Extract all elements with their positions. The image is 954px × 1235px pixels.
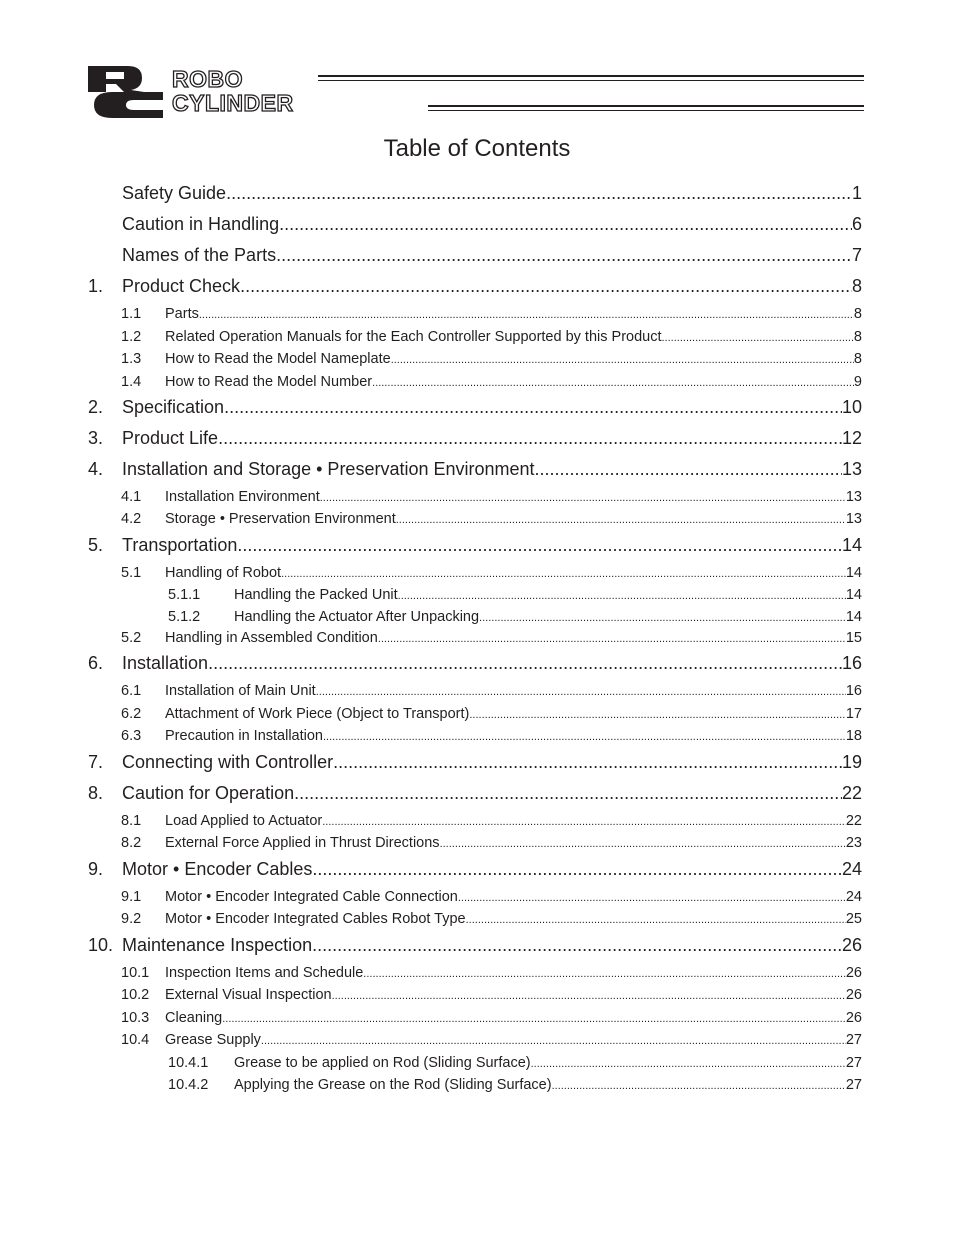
toc-entry-number: 5.1.2 — [168, 609, 201, 625]
toc-dot-leader — [372, 377, 854, 389]
toc-entry-number: 7. — [88, 752, 104, 772]
toc-dot-leader — [226, 183, 852, 204]
toc-entry-number: 1.1 — [121, 306, 142, 322]
toc-entry-title: Names of the Parts — [122, 245, 277, 265]
toc-entry-number: 9. — [88, 859, 104, 879]
toc-entry-level-2[interactable] — [88, 511, 862, 527]
toc-entry-page: 24 — [841, 859, 862, 879]
toc-entry-title: Handling of Robot — [165, 565, 282, 581]
toc-entry-level-2[interactable] — [88, 351, 862, 367]
toc-entry-title: Caution in Handling — [122, 214, 280, 234]
toc-entry-number: 1.2 — [121, 329, 142, 345]
toc-entry-level-2[interactable] — [88, 987, 862, 1003]
toc-dot-leader — [332, 990, 846, 1002]
header-rule-bottom — [428, 105, 864, 107]
toc-entry-title: Installation Environment — [165, 489, 320, 505]
toc-entry-level-2[interactable] — [88, 1032, 862, 1048]
toc-entry-title: Precaution in Installation — [165, 728, 323, 744]
toc-entry-title: Related Operation Manuals for the Each Controller Supported by this Product — [165, 329, 662, 345]
toc-entry-page: 26 — [845, 1010, 862, 1026]
toc-entry-title: Product Life — [122, 428, 219, 448]
toc-entry-page: 14 — [845, 565, 862, 581]
toc-entry-level-2[interactable] — [88, 683, 862, 699]
toc-dot-leader — [224, 397, 842, 418]
toc-entry-level-2[interactable] — [88, 565, 862, 581]
toc-entry-level-2[interactable] — [88, 306, 862, 322]
toc-entry-page: 7 — [851, 245, 862, 265]
toc-dot-leader — [469, 709, 846, 721]
toc-entry-level-2[interactable] — [88, 706, 862, 722]
toc-entry-page: 1 — [851, 183, 862, 203]
toc-dot-leader — [208, 653, 842, 674]
toc-dot-leader — [466, 914, 846, 926]
toc-entry-level-3[interactable] — [88, 609, 862, 625]
toc-dot-leader — [276, 245, 852, 266]
toc-entry-number: 2. — [88, 397, 104, 417]
toc-entry-page: 19 — [841, 752, 862, 772]
toc-entry-page: 26 — [845, 987, 862, 1003]
toc-dot-leader — [440, 838, 846, 850]
toc-dot-leader — [396, 514, 846, 526]
toc-entry-page: 16 — [841, 653, 862, 673]
toc-entry-page: 22 — [841, 783, 862, 803]
toc-entry-level-2[interactable] — [88, 489, 862, 505]
toc-dot-leader — [279, 214, 852, 235]
toc-entry-number: 10. — [88, 935, 114, 955]
toc-entry-title: Transportation — [122, 535, 238, 555]
toc-dot-leader — [261, 1035, 846, 1047]
toc-entry-title: Grease to be applied on Rod (Sliding Surface) — [234, 1055, 531, 1071]
toc-entry-page: 18 — [845, 728, 862, 744]
toc-entry-level-2[interactable] — [88, 965, 862, 981]
toc-entry-page: 13 — [845, 489, 862, 505]
toc-entry-level-2[interactable] — [88, 911, 862, 927]
header-rule-top-2 — [318, 80, 864, 81]
brand-line-1: ROBO — [172, 66, 243, 92]
toc-dot-leader — [363, 968, 846, 980]
toc-entry-page: 14 — [845, 609, 862, 625]
toc-entry-number: 8. — [88, 783, 104, 803]
toc-entry-page: 8 — [853, 329, 862, 345]
toc-entry-number: 9.2 — [121, 911, 142, 927]
toc-entry-level-3[interactable] — [88, 587, 862, 603]
toc-entry-level-1[interactable] — [88, 935, 862, 956]
toc-entry-title: External Force Applied in Thrust Directions — [165, 835, 440, 851]
toc-dot-leader — [312, 935, 842, 956]
toc-entry-level-2[interactable] — [88, 374, 862, 390]
toc-dot-leader — [322, 816, 846, 828]
toc-entry-page: 15 — [845, 630, 862, 646]
toc-entry-level-1[interactable] — [88, 397, 862, 418]
toc-entry-title: Cleaning — [165, 1010, 223, 1026]
toc-entry-number: 10.4.1 — [168, 1055, 209, 1071]
toc-dot-leader — [531, 1058, 846, 1070]
toc-entry-number: 10.2 — [121, 987, 150, 1003]
toc-entry-page: 10 — [841, 397, 862, 417]
toc-entry-number: 10.1 — [121, 965, 150, 981]
toc-entry-page: 8 — [853, 351, 862, 367]
toc-dot-leader — [237, 535, 842, 556]
toc-entry-page: 23 — [845, 835, 862, 851]
toc-dot-leader — [391, 354, 854, 366]
toc-entry-level-2[interactable] — [88, 1010, 862, 1026]
toc-entry-title: Attachment of Work Piece (Object to Transport) — [165, 706, 470, 722]
toc-entry-level-1[interactable] — [88, 214, 862, 235]
toc-entry-page: 27 — [845, 1077, 862, 1093]
toc-entry-level-2[interactable] — [88, 329, 862, 345]
toc-entry-level-1[interactable] — [88, 428, 862, 449]
toc-entry-level-2[interactable] — [88, 835, 862, 851]
toc-entry-title: Motor • Encoder Cables — [122, 859, 313, 879]
toc-entry-title: Parts — [165, 306, 199, 322]
toc-entry-number: 8.2 — [121, 835, 142, 851]
toc-entry-level-1[interactable] — [88, 783, 862, 804]
toc-entry-level-1[interactable] — [88, 535, 862, 556]
toc-entry-number: 4. — [88, 459, 104, 479]
toc-entry-title: Motor • Encoder Integrated Cables Robot Type — [165, 911, 466, 927]
toc-dot-leader — [316, 686, 846, 698]
toc-entry-title: Specification — [122, 397, 225, 417]
toc-entry-page: 27 — [845, 1055, 862, 1071]
toc-dot-leader — [294, 783, 842, 804]
toc-entry-title: How to Read the Model Nameplate — [165, 351, 391, 367]
toc-entry-number: 1. — [88, 276, 104, 296]
toc-entry-title: Installation — [122, 653, 209, 673]
toc-entry-number: 5. — [88, 535, 104, 555]
toc-entry-page: 14 — [841, 535, 862, 555]
toc-entry-page: 13 — [841, 459, 862, 479]
toc-dot-leader — [333, 752, 842, 773]
toc-entry-title: Safety Guide — [122, 183, 227, 203]
toc-entry-title: Installation of Main Unit — [165, 683, 316, 699]
toc-entry-level-2[interactable] — [88, 630, 862, 646]
toc-dot-leader — [240, 276, 852, 297]
toc-entry-page: 8 — [851, 276, 862, 296]
toc-entry-title: Motor • Encoder Integrated Cable Connection — [165, 889, 458, 905]
toc-entry-page: 8 — [853, 306, 862, 322]
toc-entry-title: Applying the Grease on the Rod (Sliding Surface) — [234, 1077, 552, 1093]
toc-dot-leader — [662, 332, 854, 344]
toc-entry-number: 6. — [88, 653, 104, 673]
toc-entry-number: 6.1 — [121, 683, 142, 699]
toc-entry-level-1[interactable] — [88, 859, 862, 880]
toc-entry-title: Handling the Actuator After Unpacking — [234, 609, 480, 625]
toc-entry-level-1[interactable] — [88, 752, 862, 773]
toc-entry-title: Connecting with Controller — [122, 752, 334, 772]
toc-entry-title: Handling in Assembled Condition — [165, 630, 378, 646]
toc-dot-leader — [479, 612, 846, 624]
toc-entry-number: 10.4.2 — [168, 1077, 209, 1093]
toc-entry-title: External Visual Inspection — [165, 987, 332, 1003]
toc-entry-page: 25 — [845, 911, 862, 927]
toc-entry-level-3[interactable] — [88, 1055, 862, 1071]
toc-entry-page: 14 — [845, 587, 862, 603]
toc-dot-leader — [222, 1013, 846, 1025]
toc-dot-leader — [199, 309, 854, 321]
toc-entry-level-2[interactable] — [88, 728, 862, 744]
toc-entry-page: 9 — [853, 374, 862, 390]
toc-entry-number: 10.4 — [121, 1032, 150, 1048]
toc-entry-page: 26 — [845, 965, 862, 981]
toc-entry-level-1[interactable] — [88, 459, 862, 480]
toc-entry-page: 22 — [845, 813, 862, 829]
toc-entry-number: 3. — [88, 428, 104, 448]
toc-entry-number: 4.2 — [121, 511, 142, 527]
toc-entry-number: 10.3 — [121, 1010, 150, 1026]
toc-entry-page: 17 — [845, 706, 862, 722]
header-rule-top — [318, 75, 864, 77]
toc-entry-title: Grease Supply — [165, 1032, 261, 1048]
toc-entry-number: 5.1.1 — [168, 587, 201, 603]
toc-entry-number: 4.1 — [121, 489, 142, 505]
toc-entry-title: How to Read the Model Number — [165, 374, 373, 390]
toc-entry-number: 1.3 — [121, 351, 142, 367]
header-rule-bottom-2 — [428, 110, 864, 111]
toc-entry-level-1[interactable] — [88, 653, 862, 674]
toc-entry-level-3[interactable] — [88, 1077, 862, 1093]
toc-dot-leader — [552, 1080, 846, 1092]
toc-entry-number: 6.3 — [121, 728, 142, 744]
toc-entry-level-2[interactable] — [88, 813, 862, 829]
toc-entry-level-2[interactable] — [88, 889, 862, 905]
toc-entry-number: 8.1 — [121, 813, 142, 829]
toc-entry-page: 6 — [851, 214, 862, 234]
toc-entry-title: Inspection Items and Schedule — [165, 965, 364, 981]
toc-entry-title: Storage • Preservation Environment — [165, 511, 396, 527]
toc-entry-level-1[interactable] — [88, 245, 862, 266]
rc-logo-icon — [88, 66, 163, 118]
toc-dot-leader — [218, 428, 842, 449]
brand-line-2: CYLINDER — [172, 90, 294, 116]
toc-entry-title: Load Applied to Actuator — [165, 813, 323, 829]
toc-entry-number: 9.1 — [121, 889, 142, 905]
toc-entry-number: 5.1 — [121, 565, 142, 581]
toc-entry-number: 1.4 — [121, 374, 142, 390]
toc-entry-page: 12 — [841, 428, 862, 448]
toc-entry-page: 26 — [841, 935, 862, 955]
page-title: Table of Contents — [383, 135, 571, 162]
toc-entry-page: 24 — [845, 889, 862, 905]
toc-dot-leader — [458, 892, 846, 904]
toc-entry-title: Maintenance Inspection — [122, 935, 313, 955]
toc-dot-leader — [378, 633, 846, 645]
toc-dot-leader — [320, 492, 846, 504]
toc-entry-number: 5.2 — [121, 630, 142, 646]
toc-dot-leader — [323, 731, 846, 743]
toc-entry-title: Product Check — [122, 276, 241, 296]
toc-dot-leader — [281, 568, 846, 580]
toc-dot-leader — [535, 459, 842, 480]
toc-entry-level-1[interactable] — [88, 183, 862, 204]
toc-dot-leader — [312, 859, 842, 880]
toc-entry-title: Handling the Packed Unit — [234, 587, 398, 603]
toc-entry-title: Caution for Operation — [122, 783, 295, 803]
toc-entry-page: 13 — [845, 511, 862, 527]
toc-entry-level-1[interactable] — [88, 276, 862, 297]
header — [88, 66, 866, 118]
toc-entry-title: Installation and Storage • Preservation Environment — [122, 459, 535, 479]
toc-entry-page: 27 — [845, 1032, 862, 1048]
toc-entry-page: 16 — [845, 683, 862, 699]
toc-dot-leader — [398, 590, 846, 602]
toc-entry-number: 6.2 — [121, 706, 142, 722]
